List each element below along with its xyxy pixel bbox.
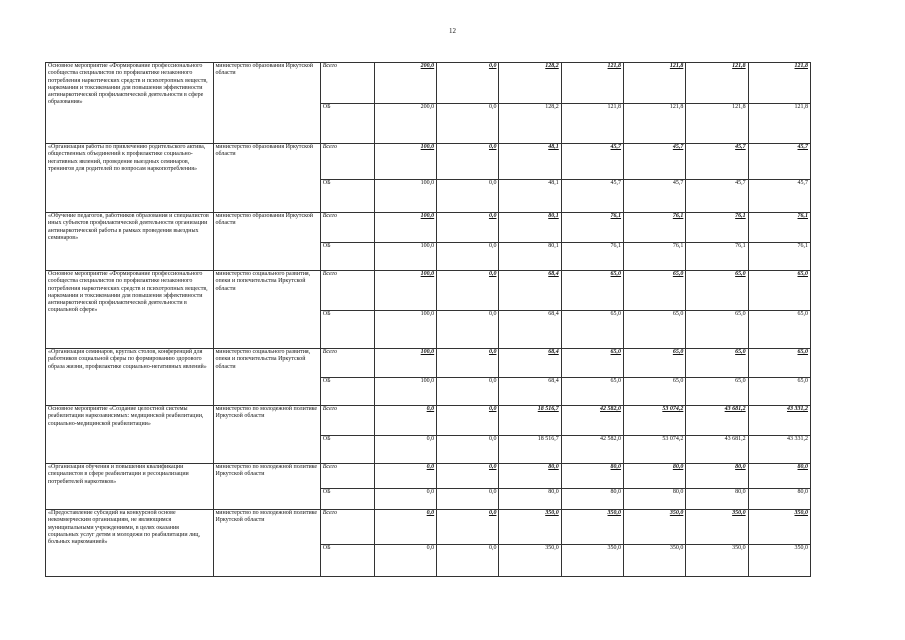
value-cell: 121,8 <box>624 104 686 144</box>
value-cell: 45,7 <box>748 180 810 213</box>
value-cell: 350,0 <box>624 510 686 545</box>
value-cell: 76,1 <box>624 243 686 271</box>
value-cell: 0,0 <box>437 489 499 510</box>
value-cell: 80,0 <box>499 489 561 510</box>
value-cell: 68,4 <box>499 349 561 378</box>
value-cell: 65,0 <box>624 378 686 406</box>
value-cell: 65,0 <box>686 378 748 406</box>
source-label-ob: ОБ <box>320 489 374 510</box>
executor-cell: министерство по молодежной политике Иркутской области <box>213 510 320 577</box>
value-cell: 0,0 <box>437 63 499 104</box>
value-cell: 0,0 <box>437 144 499 180</box>
value-cell: 45,7 <box>561 144 623 180</box>
value-cell: 65,0 <box>624 311 686 349</box>
table-row-total <box>46 144 811 180</box>
value-cell: 121,8 <box>686 63 748 104</box>
value-cell: 350,0 <box>561 545 623 577</box>
value-cell: 65,0 <box>748 378 810 406</box>
activity-cell: Основное мероприятие «Создание целостной системы реабилитации наркозависимых: медицинской реабилитации, социально-медицинской реабилитации» <box>46 406 214 464</box>
value-cell: 0,0 <box>374 406 436 436</box>
activity-cell: «Организация обучения и повышения квалификации специалистов в сфере реабилитации и ресоциализации потребителей наркотиков» <box>46 464 214 510</box>
value-cell: 42 582,0 <box>561 436 623 464</box>
value-cell: 45,7 <box>624 180 686 213</box>
source-label-ob: ОБ <box>320 180 374 213</box>
value-cell: 350,0 <box>748 510 810 545</box>
value-cell: 350,0 <box>499 510 561 545</box>
value-cell: 0,0 <box>437 349 499 378</box>
executor-cell: министерство образования Иркутской области <box>213 144 320 213</box>
value-cell: 80,0 <box>686 464 748 489</box>
value-cell: 80,1 <box>499 243 561 271</box>
value-cell: 350,0 <box>748 545 810 577</box>
value-cell: 121,8 <box>686 104 748 144</box>
value-cell: 43 681,2 <box>686 436 748 464</box>
budget-table-body <box>46 63 811 577</box>
value-cell: 80,1 <box>499 213 561 243</box>
value-cell: 121,8 <box>748 63 810 104</box>
value-cell: 350,0 <box>624 545 686 577</box>
value-cell: 0,0 <box>437 545 499 577</box>
value-cell: 80,0 <box>686 489 748 510</box>
value-cell: 42 582,0 <box>561 406 623 436</box>
value-cell: 0,0 <box>437 180 499 213</box>
table-row-total <box>46 213 811 243</box>
table-row-total <box>46 271 811 311</box>
value-cell: 68,4 <box>499 378 561 406</box>
budget-table <box>45 62 811 577</box>
value-cell: 0,0 <box>437 104 499 144</box>
executor-cell: министерство социального развития, опеки и попечительства Иркутской области <box>213 349 320 406</box>
value-cell: 100,0 <box>374 180 436 213</box>
value-cell: 80,0 <box>624 464 686 489</box>
value-cell: 65,0 <box>561 349 623 378</box>
page-number: 12 <box>449 27 456 35</box>
value-cell: 100,0 <box>374 144 436 180</box>
value-cell: 100,0 <box>374 243 436 271</box>
value-cell: 65,0 <box>686 349 748 378</box>
activity-cell: Основное мероприятие «Формирование профессионального сообщества специалистов по профилактике незаконного потребления наркотических средств и психотропных веществ, наркомании и токсикомании для повышения эффективности антинаркотической профилактической деятельности в сфере образования» <box>46 63 214 144</box>
source-label-ob: ОБ <box>320 311 374 349</box>
value-cell: 200,0 <box>374 63 436 104</box>
value-cell: 76,1 <box>686 243 748 271</box>
activity-cell: «Организация семинаров, круглых столов, конференций для работников социальной сферы по формированию здорового образа жизни, профилактике социально-негативных явлений» <box>46 349 214 406</box>
executor-cell: министерство образования Иркутской области <box>213 63 320 144</box>
value-cell: 65,0 <box>561 271 623 311</box>
value-cell: 0,0 <box>437 213 499 243</box>
table-row-total <box>46 349 811 378</box>
value-cell: 65,0 <box>624 349 686 378</box>
source-label-total: Всего <box>320 510 374 545</box>
value-cell: 65,0 <box>686 311 748 349</box>
source-label-total: Всего <box>320 213 374 243</box>
value-cell: 121,8 <box>624 63 686 104</box>
value-cell: 18 516,7 <box>499 406 561 436</box>
value-cell: 0,0 <box>437 271 499 311</box>
value-cell: 45,7 <box>624 144 686 180</box>
executor-cell: министерство социального развития, опеки и попечительства Иркутской области <box>213 271 320 349</box>
source-label-total: Всего <box>320 63 374 104</box>
value-cell: 65,0 <box>686 271 748 311</box>
value-cell: 128,2 <box>499 104 561 144</box>
source-label-total: Всего <box>320 406 374 436</box>
source-label-total: Всего <box>320 349 374 378</box>
value-cell: 43 331,2 <box>748 406 810 436</box>
activity-cell: Основное мероприятие «Формирование профессионального сообщества специалистов по профилактике незаконного потребления наркотических средств и психотропных веществ, наркомании и токсикомании для повышения эффективности антинаркотической профилактической деятельности в социальной сфере» <box>46 271 214 349</box>
value-cell: 350,0 <box>561 510 623 545</box>
value-cell: 121,8 <box>748 104 810 144</box>
value-cell: 43 681,2 <box>686 406 748 436</box>
value-cell: 80,0 <box>748 489 810 510</box>
value-cell: 0,0 <box>437 406 499 436</box>
value-cell: 100,0 <box>374 349 436 378</box>
value-cell: 0,0 <box>374 436 436 464</box>
value-cell: 0,0 <box>437 510 499 545</box>
value-cell: 80,0 <box>561 464 623 489</box>
value-cell: 76,1 <box>748 213 810 243</box>
value-cell: 76,1 <box>561 213 623 243</box>
source-label-ob: ОБ <box>320 378 374 406</box>
value-cell: 45,7 <box>686 144 748 180</box>
value-cell: 76,1 <box>686 213 748 243</box>
value-cell: 76,1 <box>748 243 810 271</box>
value-cell: 0,0 <box>437 311 499 349</box>
value-cell: 45,7 <box>561 180 623 213</box>
table-row-total <box>46 510 811 545</box>
source-label-ob: ОБ <box>320 545 374 577</box>
value-cell: 18 516,7 <box>499 436 561 464</box>
value-cell: 350,0 <box>686 510 748 545</box>
value-cell: 0,0 <box>374 489 436 510</box>
value-cell: 53 074,2 <box>624 406 686 436</box>
executor-cell: министерство образования Иркутской области <box>213 213 320 271</box>
value-cell: 350,0 <box>686 545 748 577</box>
value-cell: 65,0 <box>748 271 810 311</box>
value-cell: 65,0 <box>748 349 810 378</box>
value-cell: 100,0 <box>374 311 436 349</box>
source-label-total: Всего <box>320 271 374 311</box>
activity-cell: «Предоставление субсидий на конкурсной основе некоммерческим организациям, не являющимся муниципальными учреждениями, в целях оказания социальных услуг детям и молодежи по реабилитации лиц, больных наркоманией» <box>46 510 214 577</box>
value-cell: 0,0 <box>437 464 499 489</box>
table-row-total <box>46 63 811 104</box>
value-cell: 45,7 <box>686 180 748 213</box>
source-label-total: Всего <box>320 144 374 180</box>
source-label-ob: ОБ <box>320 104 374 144</box>
value-cell: 0,0 <box>374 464 436 489</box>
value-cell: 65,0 <box>624 271 686 311</box>
value-cell: 121,8 <box>561 104 623 144</box>
value-cell: 0,0 <box>437 436 499 464</box>
value-cell: 53 074,2 <box>624 436 686 464</box>
value-cell: 80,0 <box>561 489 623 510</box>
table-row-total <box>46 464 811 489</box>
table-row-total <box>46 406 811 436</box>
value-cell: 100,0 <box>374 271 436 311</box>
value-cell: 80,0 <box>624 489 686 510</box>
value-cell: 350,0 <box>499 545 561 577</box>
value-cell: 80,0 <box>748 464 810 489</box>
value-cell: 100,0 <box>374 213 436 243</box>
value-cell: 121,8 <box>561 63 623 104</box>
value-cell: 68,4 <box>499 271 561 311</box>
value-cell: 68,4 <box>499 311 561 349</box>
value-cell: 48,1 <box>499 180 561 213</box>
value-cell: 200,0 <box>374 104 436 144</box>
value-cell: 45,7 <box>748 144 810 180</box>
value-cell: 0,0 <box>374 510 436 545</box>
value-cell: 43 331,2 <box>748 436 810 464</box>
executor-cell: министерство по молодежной политике Иркутской области <box>213 464 320 510</box>
value-cell: 65,0 <box>561 311 623 349</box>
activity-cell: «Организация работы по привлечению родительского актива, общественных объединений к профилактике социально-негативных явлений, проведение выездных семинаров, тренингов для родителей по вопросам наркопотребления» <box>46 144 214 213</box>
executor-cell: министерство по молодежной политике Иркутской области <box>213 406 320 464</box>
source-label-ob: ОБ <box>320 243 374 271</box>
value-cell: 0,0 <box>437 378 499 406</box>
value-cell: 80,0 <box>499 464 561 489</box>
value-cell: 100,0 <box>374 378 436 406</box>
source-label-ob: ОБ <box>320 436 374 464</box>
value-cell: 76,1 <box>624 213 686 243</box>
source-label-total: Всего <box>320 464 374 489</box>
value-cell: 128,2 <box>499 63 561 104</box>
value-cell: 65,0 <box>561 378 623 406</box>
value-cell: 0,0 <box>437 243 499 271</box>
value-cell: 65,0 <box>748 311 810 349</box>
value-cell: 0,0 <box>374 545 436 577</box>
value-cell: 48,1 <box>499 144 561 180</box>
value-cell: 76,1 <box>561 243 623 271</box>
activity-cell: «Обучение педагогов, работников образования и специалистов иных субъектов профилактической деятельности организации антинаркотической работы в рамках проведения выездных семинаров» <box>46 213 214 271</box>
